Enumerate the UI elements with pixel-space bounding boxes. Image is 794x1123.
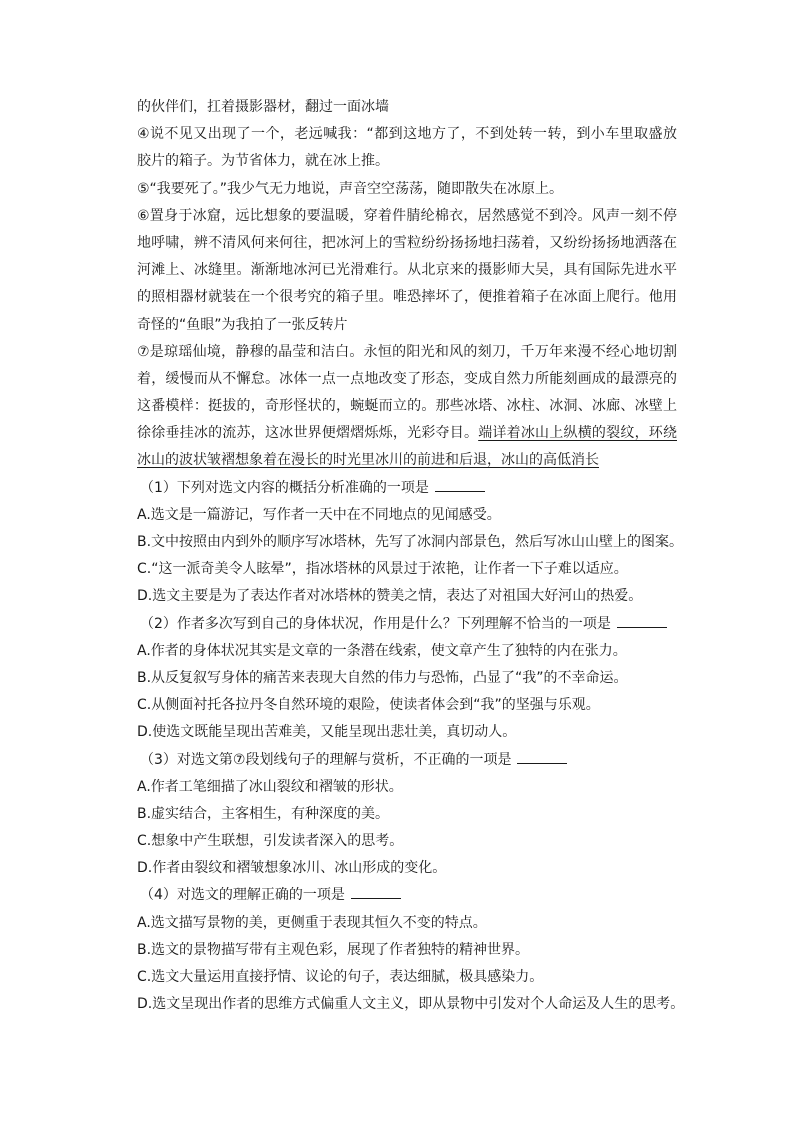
passage xyxy=(137,94,677,475)
question-2 xyxy=(137,611,677,747)
passage-text: 徐徐垂挂冰的流苏，这冰世界便熠熠烁烁，光彩夺目。 xyxy=(137,425,479,442)
passage-line: ⑦是琼瑶仙境，静穆的晶莹和洁白。永恒的阳光和风的刻刀，千万年来漫不经心地切割 xyxy=(137,343,677,360)
passage-line: 这番模样：挺拔的，奇形怪状的，蜿蜒而立的。那些冰塔、冰柱、冰洞、冰廊、冰壁上 xyxy=(137,398,677,415)
answer-blank xyxy=(517,749,567,764)
option-d: D.作者由裂纹和褶皱想象冰川、冰山形成的变化。 xyxy=(137,860,447,877)
passage-line: 着，缓慢而从不懈怠。冰体一点一点地改变了形态，变成自然力所能刻画成的最漂亮的 xyxy=(137,370,677,387)
document-page xyxy=(137,94,685,1018)
question-title: （4）对选文的理解正确的一项是 xyxy=(137,882,677,909)
option-c: C.想象中产生联想，引发读者深入的思考。 xyxy=(137,833,404,850)
question-title: （3）对选文第⑦段划线句子的理解与赏析，不正确的一项是 xyxy=(137,747,677,774)
option-b: B.虚实结合，主客相生，有种深度的美。 xyxy=(137,805,390,822)
option-b: B.选文的景物描写带有主观色彩，展现了作者独特的精神世界。 xyxy=(137,941,530,958)
passage-line: ⑤“我要死了。”我少气无力地说，声音空空荡荡，随即散失在冰原上。 xyxy=(137,180,564,197)
option-d: D.选文主要是为了表达作者对冰塔林的赞美之情，表达了对祖国大好河山的热爱。 xyxy=(137,588,643,605)
option-a: A.作者的身体状况其实是文章的一条潜在线索，使文章产生了独特的内在张力。 xyxy=(137,642,627,659)
passage-line: 胶片的箱子。为节省体力，就在冰上推。 xyxy=(137,153,389,170)
option-c: C.选文大量运用直接抒情、议论的句子，表达细腻，极具感染力。 xyxy=(137,969,544,985)
option-c: C.“这一派奇美令人眩晕”，指冰塔林的风景过于浓艳，让作者一下子难以适应。 xyxy=(137,561,628,578)
answer-blank xyxy=(351,884,401,899)
question-3 xyxy=(137,747,677,883)
option-a: A.作者工笔细描了冰山裂纹和褶皱的形状。 xyxy=(137,778,403,795)
passage-line: 地呼啸，辨不清风何来何往，把冰河上的雪粒纷纷扬扬地扫荡着，又纷纷扬扬地洒落在 xyxy=(137,234,677,251)
answer-blank xyxy=(617,613,667,628)
passage-line-mixed xyxy=(137,420,677,447)
option-c: C.从侧面衬托各拉丹冬自然环境的艰险，使读者体会到“我”的坚强与乐观。 xyxy=(137,697,600,714)
option-b: B.文中按照由内到外的顺序写冰塔林，先写了冰洞内部景色，然后写冰山山壁上的图案。 xyxy=(137,534,684,550)
passage-line: ④说不见又出现了一个，老远喊我：“都到这地方了，不到处转一转，到小车里取盛放 xyxy=(137,126,677,143)
passage-line: 的照相器材就装在一个很考究的箱子里。唯恐摔坏了，便推着箱子在冰面上爬行。他用 xyxy=(137,289,677,306)
question-1 xyxy=(137,475,684,611)
question-4 xyxy=(137,882,685,1018)
question-title: （2）作者多次写到自己的身体状况，作用是什么？下列理解不恰当的一项是 xyxy=(137,611,677,638)
passage-line: ⑥置身于冰窟，远比想象的要温暖，穿着件腈纶棉衣，居然感觉不到冷。风声一刻不停 xyxy=(137,207,677,224)
option-a: A.选文是一篇游记，写作者一天中在不同地点的见闻感受。 xyxy=(137,506,501,523)
option-b: B.从反复叙写身体的痛苦来表现大自然的伟力与恐怖，凸显了“我”的不幸命运。 xyxy=(137,669,628,686)
passage-line: 河滩上、冰缝里。渐渐地冰河已光滑难行。从北京来的摄影师大吴，具有国际先进水平 xyxy=(137,262,677,279)
underlined-sentence: 端详着冰山上纵横的裂纹，环绕 xyxy=(478,425,677,442)
question-title: （1）下列对选文内容的概括分析准确的一项是 xyxy=(137,475,677,502)
passage-line: 的伙伴们，扛着摄影器材，翻过一面冰墙 xyxy=(137,99,389,115)
option-d: D.选文呈现出作者的思维方式偏重人文主义，即从景物中引发对个人命运及人生的思考。 xyxy=(137,996,685,1013)
answer-blank xyxy=(435,477,485,492)
option-d: D.使选文既能呈现出苦难美，又能呈现出悲壮美，真切动人。 xyxy=(137,724,517,741)
underlined-sentence: 冰山的波状皱褶想象着在漫长的时光里冰川的前进和后退，冰山的高低消长 xyxy=(137,452,599,469)
option-a: A.选文描写景物的美，更侧重于表现其恒久不变的特点。 xyxy=(137,914,487,931)
passage-line: 奇怪的“鱼眼”为我拍了一张反转片 xyxy=(137,316,348,333)
